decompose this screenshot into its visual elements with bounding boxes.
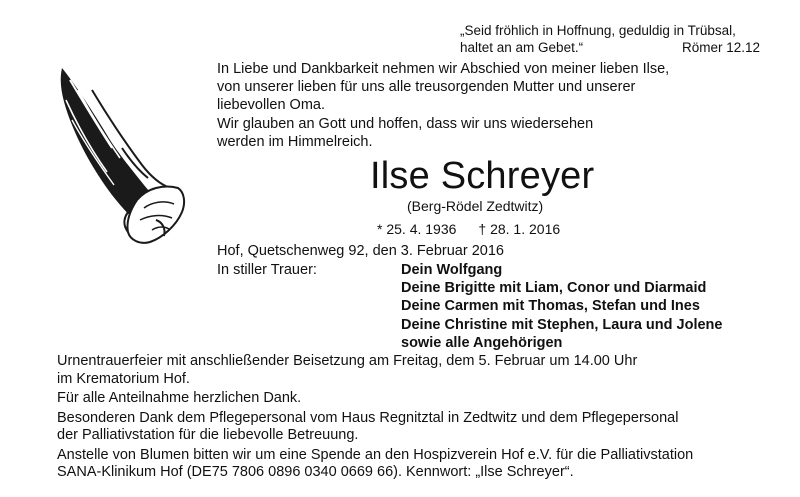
verse-reference: Römer 12.12	[681, 40, 760, 55]
deceased-name: Ilse Schreyer	[370, 155, 595, 197]
notices	[57, 353, 777, 484]
intro-line: Wir glauben an Gott und hoffen, dass wir uns wiedersehen	[217, 115, 594, 132]
funeral-line: im Krematorium Hof.	[57, 370, 190, 387]
deceased-maiden-name: (Berg-Rödel Zedtwitz)	[407, 198, 544, 214]
intro-line: werden im Himmelreich.	[217, 133, 373, 150]
life-dates	[377, 220, 560, 238]
intro-line: liebevollen Oma.	[217, 97, 325, 114]
birth-date: * 25. 4. 1936	[377, 221, 457, 237]
praying-hands-icon	[52, 60, 187, 250]
intro-line: In Liebe und Dankbarkeit nehmen wir Abschied von meiner lieben Ilse,	[217, 61, 670, 77]
verse-line-2: haltet an am Gebet.“	[460, 40, 584, 55]
donation-notice	[57, 447, 777, 482]
thanks-notice: Für alle Anteilnahme herzlichen Dank.	[57, 390, 302, 406]
mourner-entry: Dein Wolfgang	[401, 262, 503, 278]
funeral-line: Urnentrauerfeier mit anschließender Beisetzung am Freitag, dem 5. Februar um 14.00 Uhr	[57, 353, 638, 369]
death-date: † 28. 1. 2016	[478, 221, 561, 237]
mourners-list	[401, 261, 722, 352]
mourner-entry: Deine Christine mit Stephen, Laura und Jolene	[401, 316, 723, 333]
donation-line: SANA-Klinikum Hof (DE75 7806 0896 0340 0669 66). Kennwort: „Ilse Schreyer“.	[57, 464, 574, 480]
donation-line: Anstelle von Blumen bitten wir um eine Spende an den Hospizverein Hof e.V. für die Palliativstation	[57, 446, 694, 463]
mourner-entry: sowie alle Angehörigen	[401, 334, 563, 351]
place-and-date: Hof, Quetschenweg 92, den 3. Februar 2016	[217, 243, 504, 259]
intro-text	[217, 60, 777, 151]
special-thanks-notice	[57, 410, 777, 445]
verse-line-2-row	[460, 39, 760, 56]
special-thanks-line: der Palliativstation für die liebevolle Betreuung.	[57, 427, 359, 443]
bible-verse	[460, 22, 760, 56]
verse-line-1: „Seid fröhlich in Hoffnung, geduldig in Trübsal,	[460, 23, 736, 38]
mourner-entry: Deine Brigitte mit Liam, Conor und Diarmaid	[401, 280, 707, 297]
mourning-label: In stiller Trauer:	[217, 262, 317, 278]
mourner-entry: Deine Carmen mit Thomas, Stefan und Ines	[401, 298, 700, 315]
intro-line: von unserer lieben für uns alle treusorgenden Mutter und unserer	[217, 79, 636, 96]
funeral-notice	[57, 353, 777, 388]
special-thanks-line: Besonderen Dank dem Pflegepersonal vom Haus Regnitztal in Zedtwitz und dem Pflegepersonal	[57, 409, 679, 426]
